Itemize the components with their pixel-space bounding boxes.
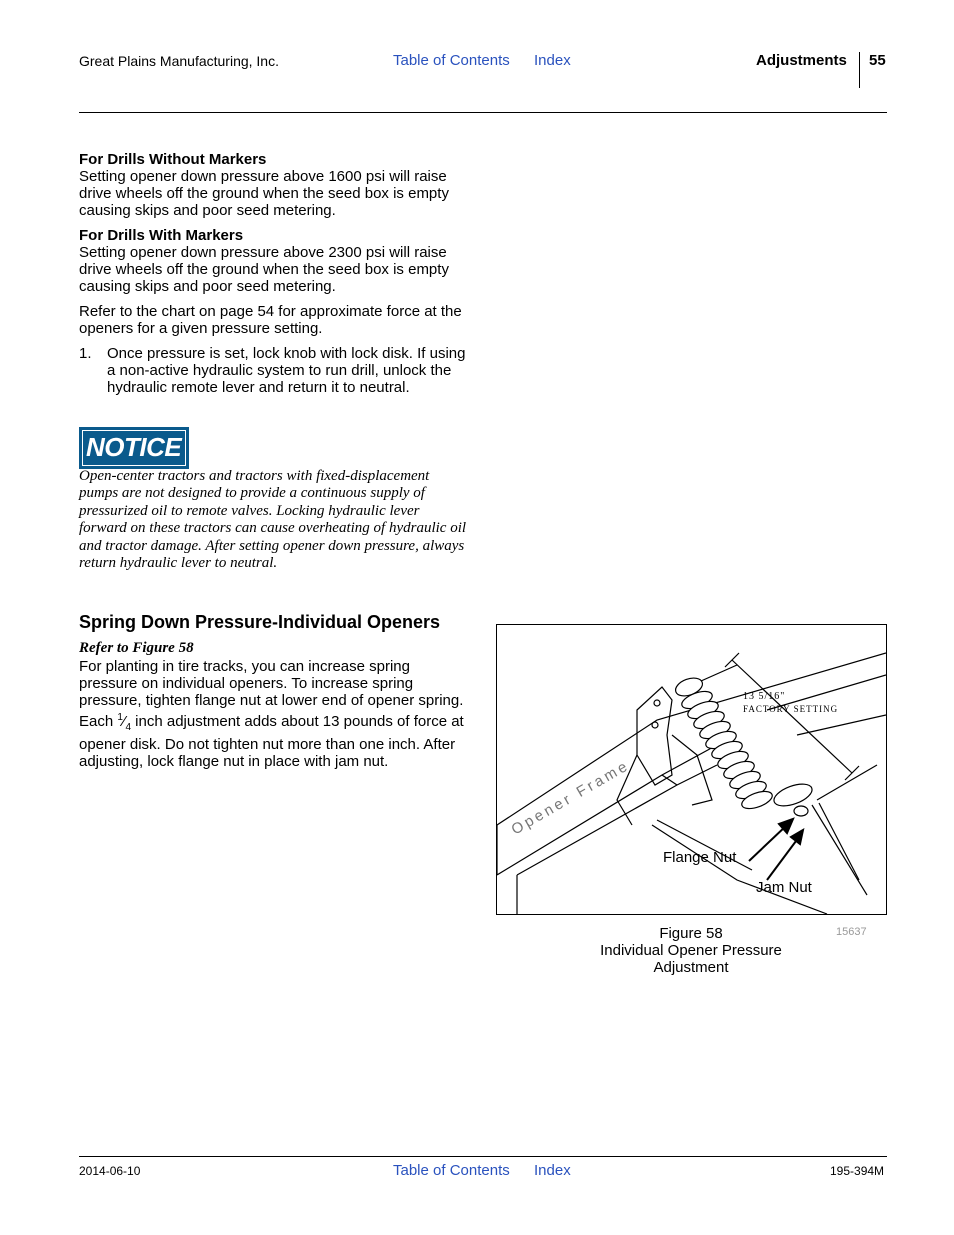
index-link-header[interactable]: Index — [534, 52, 571, 69]
caption-line-3: Adjustment — [653, 959, 729, 976]
header-divider — [859, 52, 860, 88]
header-rule — [79, 112, 887, 113]
step-number: 1. — [79, 345, 92, 362]
company-name: Great Plains Manufacturing, Inc. — [79, 53, 279, 69]
spring-text-b: inch adjustment adds about 13 pounds of force at opener disk. Do not tighten nut more than one inch. After adjusting, lock flange nut in place with jam nut. — [79, 713, 464, 770]
opener-illustration — [497, 625, 886, 914]
figure-58 — [496, 624, 887, 915]
step-text: Once pressure is set, lock knob with lock disk. If using a non-active hydraulic system to run drill, unlock the hydraulic remote lever and return it to neutral. — [107, 345, 466, 396]
fraction-numerator: 1 — [117, 712, 123, 723]
factory-setting-label: FACTORY SETTING — [743, 704, 839, 714]
spring-text-a: For planting in tire tracks, you can increase spring pressure on individual openers. To increase spring pressure, tighten flange nut at lower end of opener spring. Each — [79, 658, 464, 730]
paragraph-with-markers: Setting opener down pressure above 2300 psi will raise drive wheels off the ground when the seed box is empty causing skips and poor seed metering. — [79, 244, 449, 295]
paragraph-refer-chart: Refer to the chart on page 54 for approximate force at the openers for a given pressure setting. — [79, 303, 462, 337]
section-heading: Spring Down Pressure-Individual Openers — [79, 612, 441, 632]
paragraph-without-markers: Setting opener down pressure above 1600 psi will raise drive wheels off the ground when the seed box is empty causing skips and poor seed metering. — [79, 168, 449, 219]
flange-nut-label: Flange Nut — [663, 849, 737, 866]
caption-line-1: Figure 58 — [659, 925, 723, 942]
index-link-footer[interactable]: Index — [534, 1162, 571, 1179]
step-1 — [79, 345, 469, 396]
notice-badge — [79, 427, 189, 469]
opener-frame-label: Opener Frame — [508, 756, 633, 839]
doc-number: 195-394M — [830, 1164, 885, 1178]
main-column — [79, 151, 469, 396]
figure-caption — [560, 925, 822, 976]
refer-figure: Refer to Figure 58 — [79, 640, 194, 656]
page-number: 55 — [869, 52, 886, 69]
toc-link-footer[interactable]: Table of Contents — [393, 1162, 510, 1179]
jam-nut-label: Jam Nut — [756, 879, 812, 896]
subheading-with-markers: For Drills With Markers — [79, 227, 244, 244]
footer-rule — [79, 1156, 887, 1157]
subheading-without-markers: For Drills Without Markers — [79, 151, 267, 168]
caption-line-2: Individual Opener Pressure — [600, 942, 782, 959]
notice-text: Open-center tractors and tractors with fixed-displacement pumps are not designed to provide a continuous supply of pressurized oil to remote valves. Locking hydraulic lever forward on these tractors can cause overheating of hydraulic oil and tractor damage. After setting opener down pressure, always return hydraulic lever to neutral. — [79, 468, 467, 572]
notice-label: NOTICE — [79, 427, 189, 469]
figure-id: 15637 — [836, 926, 867, 938]
toc-link-header[interactable]: Table of Contents — [393, 52, 510, 69]
dimension-label: 13 5/16" — [743, 691, 786, 702]
footer-date: 2014-06-10 — [79, 1164, 141, 1178]
section-title: Adjustments — [756, 52, 847, 69]
spring-paragraph: For planting in tire tracks, you can increase spring pressure on individual openers. To increase spring pressure, tighten flange nut at lower end of opener spring. Each $^1⁄_4$ inch adjustment adds about 13 pounds of force at opener disk. Do not tighten nut more than one inch. After adjusting, lock flange nut in place with jam nut. — [79, 658, 464, 770]
fraction-denominator: 4 — [125, 722, 131, 733]
